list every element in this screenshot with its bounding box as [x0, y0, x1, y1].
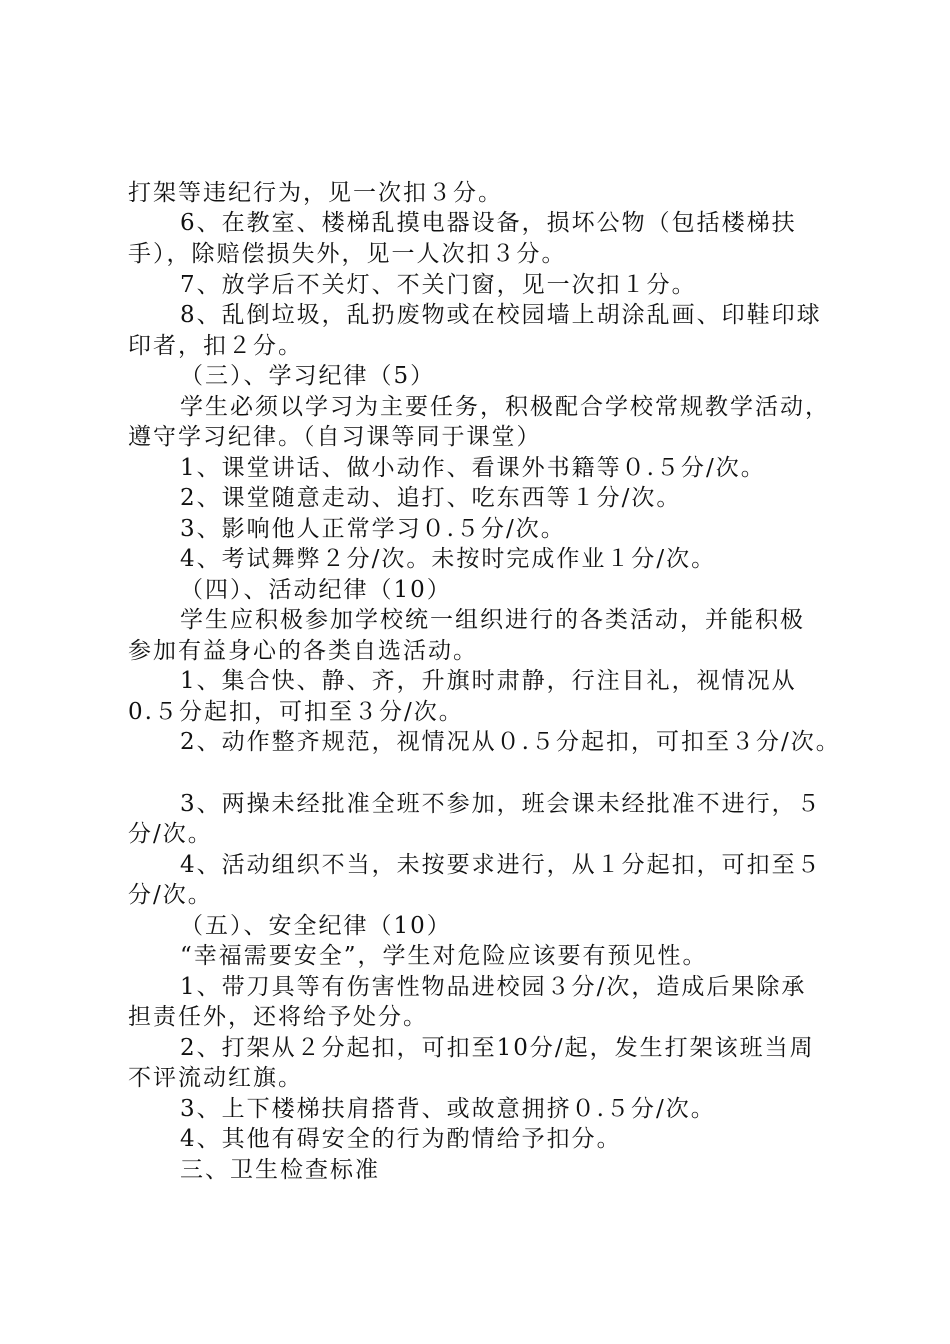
text-line: 1、课堂讲话、做小动作、看课外书籍等０.５分/次。 — [180, 455, 766, 481]
section-heading: （五）、安全纪律（10） — [180, 913, 452, 939]
section-heading: （三）、学习纪律（5） — [180, 363, 436, 389]
text-line: 4、活动组织不当，未按要求进行，从１分起扣，可扣至５ — [180, 852, 822, 878]
text-line: 打架等违纪行为，见一次扣３分。 — [128, 180, 503, 206]
text-line: 学生应积极参加学校统一组织进行的各类活动，并能积极 — [180, 607, 805, 633]
text-line: 1、集合快、静、齐，升旗时肃静，行注目礼，视情况从 — [180, 668, 797, 694]
text-line: 3、上下楼梯扶肩搭背、或故意拥挤０.５分/次。 — [180, 1096, 716, 1122]
section-heading: （四）、活动纪律（10） — [180, 577, 452, 603]
text-line: 手），除赔偿损失外，见一人次扣３分。 — [128, 241, 567, 267]
text-line: 遵守学习纪律。（自习课等同于课堂） — [128, 424, 542, 450]
text-line: 参加有益身心的各类自选活动。 — [128, 638, 478, 664]
text-line: 2、课堂随意走动、追打、吃东西等１分/次。 — [180, 485, 682, 511]
text-line: 担责任外，还将给予处分。 — [128, 1004, 428, 1030]
text-line: 印者，扣２分。 — [128, 333, 303, 359]
text-line: 6、在教室、楼梯乱摸电器设备，损坏公物（包括楼梯扶 — [180, 210, 797, 236]
text-line: 分/次。 — [128, 882, 213, 908]
text-line: 2、动作整齐规范，视情况从０.５分起扣，可扣至３分/次。 — [180, 729, 841, 755]
text-line: 0.５分起扣，可扣至３分/次。 — [128, 699, 464, 725]
text-line: 8、乱倒垃圾，乱扔废物或在校园墙上胡涂乱画、印鞋印球 — [180, 302, 822, 328]
text-line: “幸福需要安全”，学生对危险应该要有预见性。 — [180, 943, 708, 969]
text-line: 不评流动红旗。 — [128, 1065, 303, 1091]
text-line: 3、两操未经批准全班不参加，班会课未经批准不进行，５ — [180, 791, 822, 817]
text-line: 7、放学后不关灯、不关门窗，见一次扣１分。 — [180, 272, 697, 298]
text-line: 4、其他有碍安全的行为酌情给予扣分。 — [180, 1126, 622, 1152]
section-heading: 三、卫生检查标准 — [180, 1157, 380, 1183]
text-line: 2、打架从２分起扣，可扣至10分/起，发生打架该班当周 — [180, 1035, 815, 1061]
text-line: 4、考试舞弊２分/次。未按时完成作业１分/次。 — [180, 546, 717, 572]
text-line: 1、带刀具等有伤害性物品进校园３分/次，造成后果除承 — [180, 974, 807, 1000]
text-line: 3、影响他人正常学习０.５分/次。 — [180, 516, 566, 542]
text-line: 分/次。 — [128, 821, 213, 847]
text-line: 学生必须以学习为主要任务，积极配合学校常规教学活动， — [180, 394, 830, 420]
